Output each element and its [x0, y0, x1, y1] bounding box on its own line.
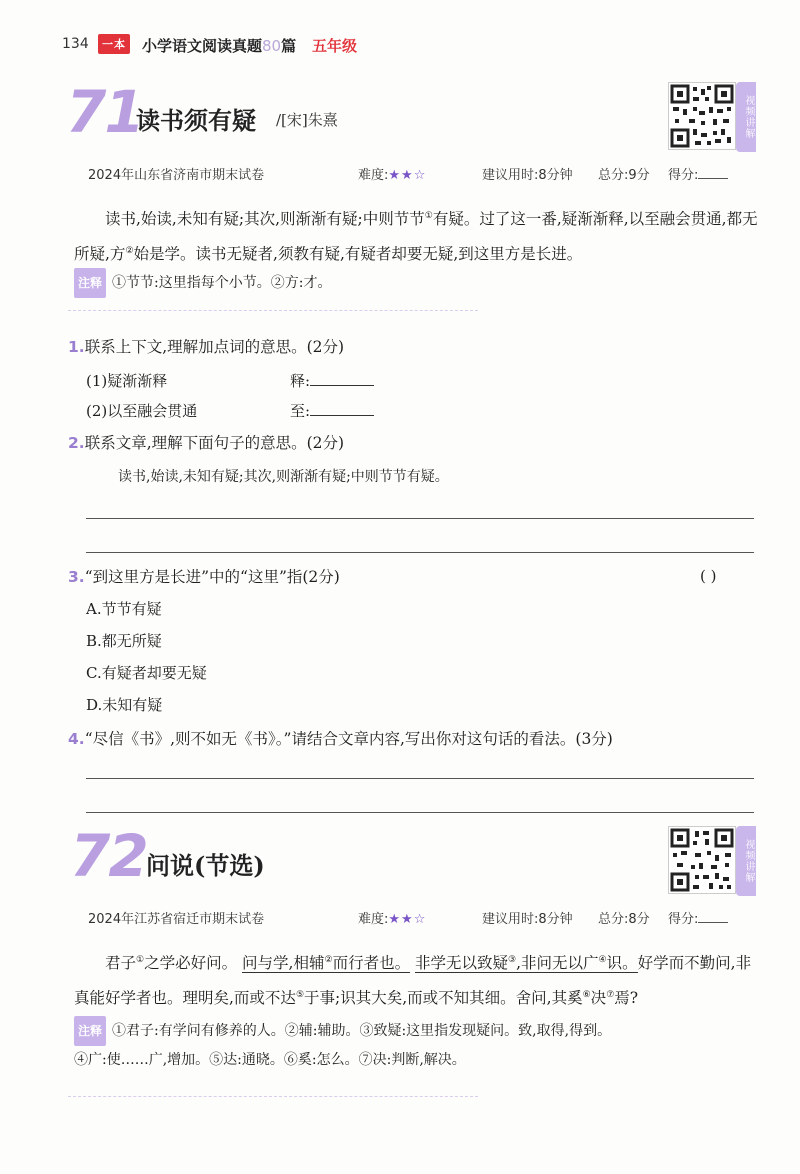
note-tag: 注释	[74, 268, 106, 298]
text-b: 有疑。过了这一番,疑渐渐释,以至融会贯通,都无所疑,方	[74, 210, 758, 264]
difficulty-label: 难度:	[358, 912, 389, 927]
video-tab-71[interactable]: 视频讲解	[736, 82, 756, 152]
footnote-2: ②	[125, 246, 134, 257]
article-71-author: /[宋]朱熹	[276, 111, 338, 129]
article-71-number: 71	[66, 78, 143, 146]
text-5: 非学无以致疑	[415, 954, 509, 973]
article-72-text	[74, 944, 764, 1014]
book-title-num: 80	[262, 37, 282, 55]
q1-sub-1: (1)疑渐渐释	[86, 372, 168, 390]
footnote-4: ④	[598, 955, 607, 965]
note-tag: 注释	[74, 1016, 106, 1046]
text-a: 读书,始读,未知有疑;其次,则渐渐有疑;中则节节	[105, 210, 425, 229]
answer-line[interactable]	[86, 778, 754, 779]
text-3: 问与学,相辅	[242, 954, 325, 973]
difficulty-label: 难度:	[358, 168, 389, 183]
footnote-3: ③	[508, 955, 517, 965]
divider	[68, 310, 478, 311]
note-text: ①节节:这里指每个小节。②方:才。	[112, 275, 332, 291]
article-71-difficulty	[358, 164, 426, 183]
score-blank[interactable]	[698, 166, 728, 179]
book-title	[142, 35, 296, 56]
article-71-title: 读书须有疑	[136, 106, 256, 135]
answer-line[interactable]	[86, 518, 754, 519]
qr-code-71[interactable]	[668, 82, 736, 150]
q3-option-b: B.都无所疑	[86, 632, 162, 650]
text-1: 君子	[105, 954, 137, 973]
article-71-score	[668, 164, 728, 183]
text-7: 识。	[606, 954, 638, 973]
article-72-number: 72	[70, 822, 147, 890]
text-2: 之学必好问。	[144, 954, 238, 973]
grade-label: 五年级	[312, 37, 358, 55]
footnote-5: ⑤	[295, 990, 305, 1001]
question-1	[68, 332, 344, 362]
text-9: 于事;识其大矣,而或不知其细。舍问,其奚	[304, 989, 583, 1008]
footnote-1: ①	[424, 211, 433, 221]
text-8: 好学而不勤问,非真能好学者也。理明矣,而或不达	[74, 954, 752, 1008]
score-blank[interactable]	[698, 910, 728, 923]
footnote-1: ①	[136, 955, 145, 965]
answer-line[interactable]	[86, 812, 754, 813]
article-72-score	[668, 908, 728, 927]
underlined-text	[415, 954, 638, 973]
q3-option-a: A.节节有疑	[86, 600, 162, 618]
difficulty-stars: ★★☆	[388, 912, 427, 927]
brand-logo: 一本	[98, 34, 130, 54]
article-71-notes	[74, 268, 764, 298]
q3-number: 3.	[68, 568, 85, 586]
footnote-7: ⑦	[606, 990, 615, 1001]
qr-code-72[interactable]	[668, 826, 736, 894]
article-71-total: 总分:9分	[598, 168, 650, 183]
underlined-text	[242, 954, 410, 973]
q2-quote: 读书,始读,未知有疑;其次,则渐渐有疑;中则节节有疑。	[118, 469, 449, 485]
book-title-a: 小学语文阅读真题	[142, 37, 263, 55]
q1-sub-1-answer	[290, 370, 374, 391]
difficulty-stars: ★★☆	[388, 168, 427, 183]
question-3	[68, 562, 340, 592]
footnote-2: ②	[324, 955, 333, 965]
answer-line[interactable]	[86, 552, 754, 553]
q2-text: 联系文章,理解下面句子的意思。(2分)	[84, 434, 345, 452]
q2-number: 2.	[68, 434, 85, 452]
page-number: 134	[62, 36, 89, 52]
note-text-2: ④广:使……广,增加。⑤达:通晓。⑥奚:怎么。⑦决:判断,解决。	[74, 1052, 466, 1068]
article-72-total: 总分:8分	[598, 912, 650, 927]
article-72-difficulty	[358, 908, 426, 927]
article-72-title: 问说(节选)	[146, 851, 265, 880]
text-c: 始是学。读书无疑者,须教有疑,有疑者却要无疑,到这里方是长进。	[133, 245, 583, 264]
q3-text: “到这里方是长进”中的“这里”指(2分)	[84, 568, 340, 586]
score-label: 得分:	[668, 168, 699, 183]
footnote-6: ⑥	[582, 990, 591, 1001]
article-72-source: 2024年江苏省宿迁市期末试卷	[88, 912, 265, 927]
question-2	[68, 428, 344, 458]
q1-number: 1.	[68, 338, 85, 356]
article-71-text	[74, 200, 764, 270]
article-71-source: 2024年山东省济南市期末试卷	[88, 168, 265, 183]
article-72-notes	[74, 1016, 774, 1074]
q1-1-word: 释:	[290, 372, 311, 390]
q1-2-blank[interactable]	[310, 401, 374, 416]
q3-option-d: D.未知有疑	[86, 696, 163, 714]
text-10: 决	[590, 989, 607, 1008]
q1-sub-2: (2)以至融会贯通	[86, 402, 198, 420]
score-label: 得分:	[668, 912, 699, 927]
video-tab-72[interactable]: 视频讲解	[736, 826, 756, 896]
article-71-time: 建议用时:8分钟	[482, 168, 573, 183]
text-6: ,非问无以广	[516, 954, 599, 973]
book-title-b: 篇	[281, 37, 297, 55]
text-4: 而行者也。	[332, 954, 411, 973]
note-text-1: ①君子:有学问有修养的人。②辅:辅助。③致疑:这里指发现疑问。致,取得,得到。	[112, 1023, 612, 1039]
q1-sub-2-answer	[290, 400, 374, 421]
q3-answer-paren[interactable]: ( )	[700, 567, 717, 585]
q3-option-c: C.有疑者却要无疑	[86, 664, 207, 682]
text-11: 焉?	[614, 989, 639, 1008]
q1-1-blank[interactable]	[310, 371, 374, 386]
q4-text: “尽信《书》,则不如无《书》。”请结合文章内容,写出你对这句话的看法。(3分)	[84, 730, 613, 748]
q1-2-word: 至:	[290, 402, 311, 420]
q1-text: 联系上下文,理解加点词的意思。(2分)	[84, 338, 345, 356]
divider	[68, 1096, 478, 1097]
q4-number: 4.	[68, 730, 85, 748]
question-4	[68, 724, 613, 754]
article-72-time: 建议用时:8分钟	[482, 912, 573, 927]
